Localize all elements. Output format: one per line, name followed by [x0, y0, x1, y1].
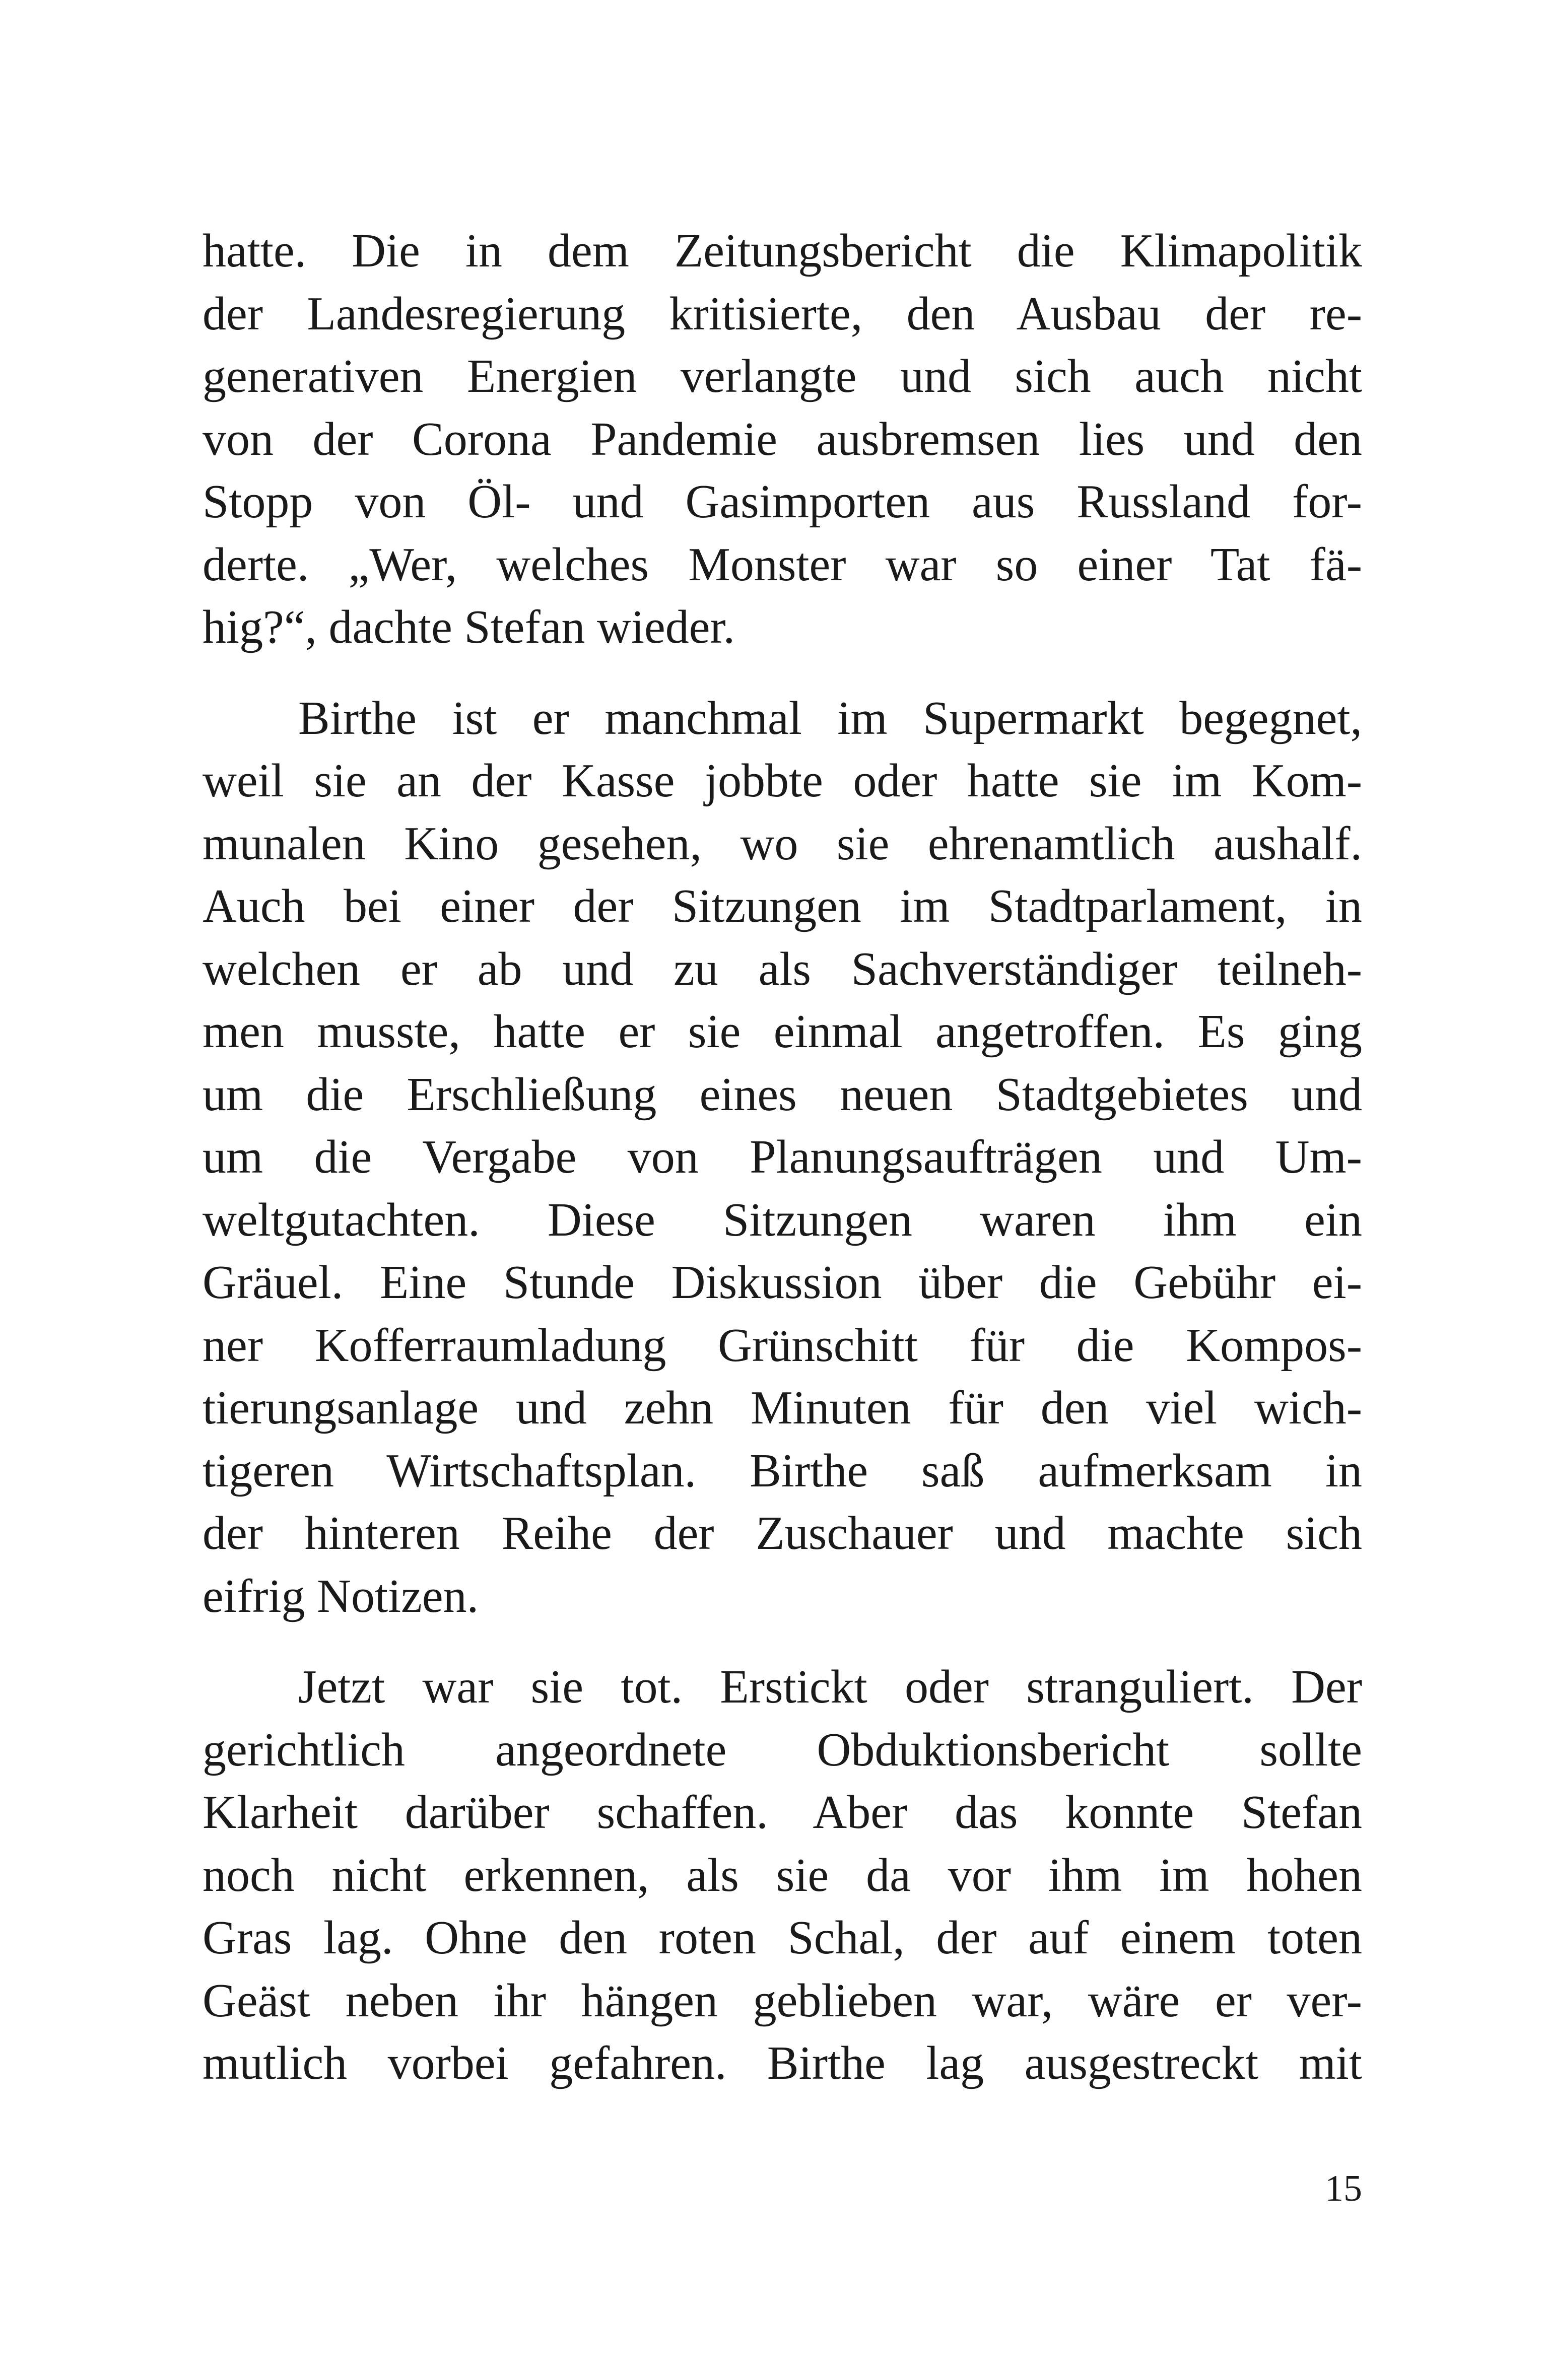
text-line: Gräuel. Eine Stunde Diskussion über die Gebühr ei-	[203, 1256, 1362, 1309]
text-line: munalen Kino gesehen, wo sie ehrenamtlich aushalf.	[203, 817, 1362, 870]
paragraph-1	[203, 220, 1362, 659]
text-line: derte. „Wer, welches Monster war so einer Tat fä-	[203, 538, 1362, 591]
text-line: noch nicht erkennen, als sie da vor ihm im hohen	[203, 1849, 1362, 1901]
text-line: Klarheit darüber schaffen. Aber das konnte Stefan	[203, 1786, 1362, 1839]
text-line: tigeren Wirtschaftsplan. Birthe saß aufmerksam in	[203, 1444, 1362, 1497]
text-line: eifrig Notizen.	[203, 1570, 479, 1622]
text-line: tierungsanlage und zehn Minuten für den viel wich-	[203, 1382, 1362, 1434]
text-line: welchen er ab und zu als Sachverständiger teilneh-	[203, 942, 1362, 995]
text-line: Geäst neben ihr hängen geblieben war, wäre er ver-	[203, 1974, 1362, 2027]
body-text	[203, 220, 1362, 2095]
text-line: gerichtlich angeordnete Obduktionsbericht sollte	[203, 1723, 1362, 1776]
text-line: von der Corona Pandemie ausbremsen lies und den	[203, 413, 1362, 465]
text-line: Jetzt war sie tot. Erstickt oder stranguliert. Der	[298, 1661, 1362, 1713]
text-line: um die Erschließung eines neuen Stadtgebietes und	[203, 1068, 1362, 1121]
text-line: Gras lag. Ohne den roten Schal, der auf einem toten	[203, 1912, 1362, 1964]
text-line: der hinteren Reihe der Zuschauer und machte sich	[203, 1507, 1362, 1559]
text-line: um die Vergabe von Planungsaufträgen und Um-	[203, 1131, 1362, 1183]
page-number: 15	[1325, 2168, 1362, 2209]
text-line: generativen Energien verlangte und sich auch nicht	[203, 350, 1362, 402]
text-line: weltgutachten. Diese Sitzungen waren ihm ein	[203, 1193, 1362, 1246]
paragraph-2	[203, 687, 1362, 1628]
text-line: mutlich vorbei gefahren. Birthe lag ausgestreckt mit	[203, 2037, 1362, 2089]
text-line: Stopp von Öl- und Gasimporten aus Russland for-	[203, 475, 1362, 528]
text-line: hatte. Die in dem Zeitungsbericht die Klimapolitik	[203, 225, 1362, 277]
text-line: Birthe ist er manchmal im Supermarkt begegnet,	[298, 692, 1362, 744]
paragraph-3	[203, 1656, 1362, 2095]
text-line: weil sie an der Kasse jobbte oder hatte sie im Kom-	[203, 755, 1362, 807]
text-line: men musste, hatte er sie einmal angetroffen. Es ging	[203, 1005, 1362, 1058]
text-line: Auch bei einer der Sitzungen im Stadtparlament, in	[203, 880, 1362, 932]
text-line: der Landesregierung kritisierte, den Ausbau der re-	[203, 287, 1362, 340]
text-line: ner Kofferraumladung Grünschitt für die Kompos-	[203, 1319, 1362, 1372]
text-line: hig?“, dachte Stefan wieder.	[203, 601, 735, 653]
